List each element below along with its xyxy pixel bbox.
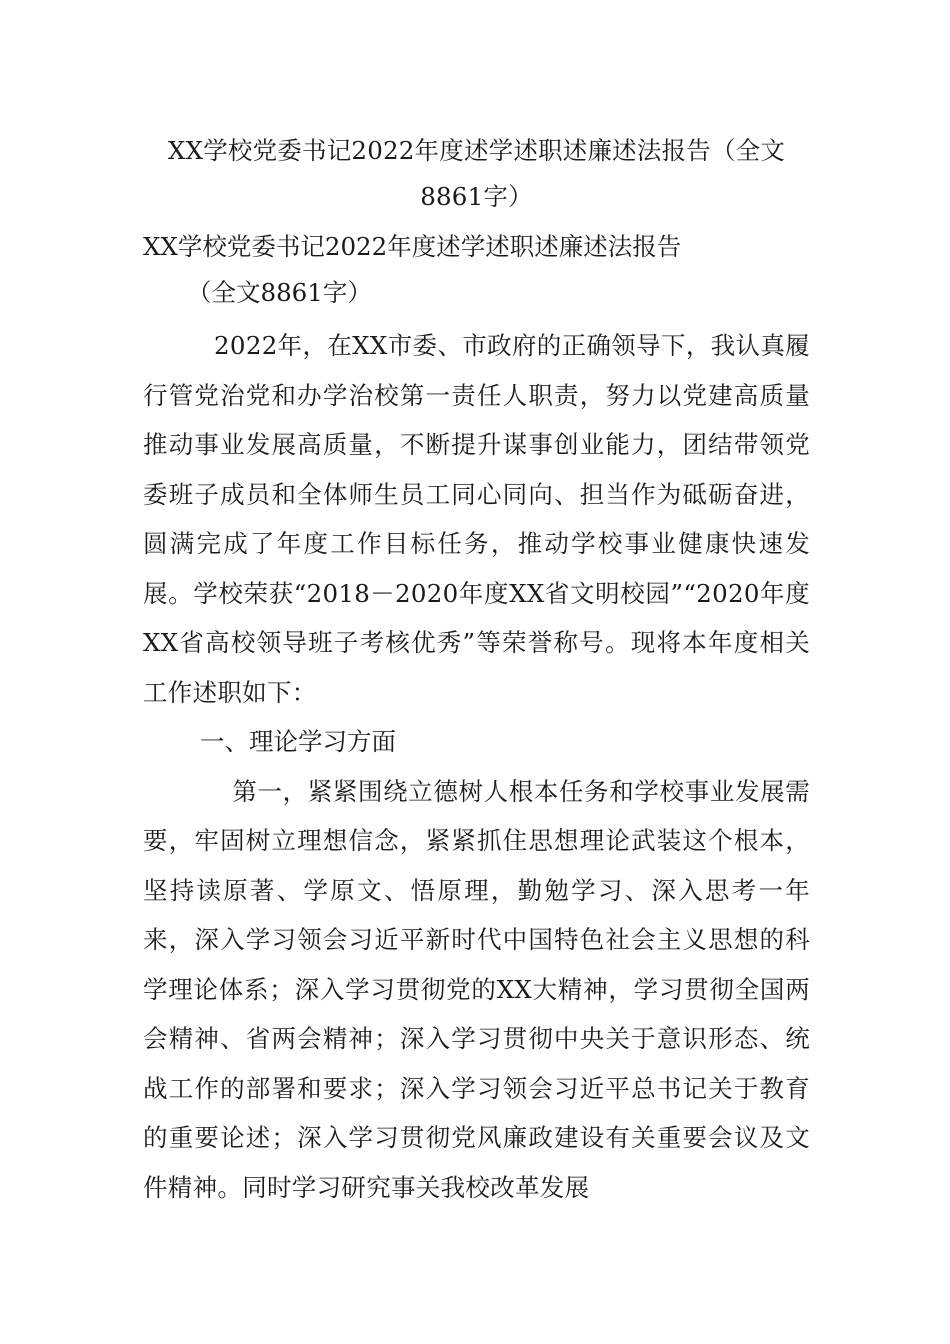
section-heading-theory-study: 一、理论学习方面	[200, 727, 396, 756]
intro-paragraph: 2022年，在XX市委、市政府的正确领导下，我认真履行管党治党和办学治校第一责任人职责，努力以党建高质量推动事业发展高质量，不断提升谋事创业能力，团结带领党委班子成员和全体师生员工同心同向、担当作为砥砺奋进，圆满完成了年度工作目标任务，推动学校事业健康快速发展。学校荣获“2018－2020年度XX省文明校园”“2020年度XX省高校领导班子考核优秀”等荣誉称号。现将本年度相关工作述职如下：	[143, 331, 810, 707]
document-title: XX学校党委书记2022年度述学述职述廉述法报告（全文8861字）	[167, 136, 786, 211]
word-count-note: （全文8861字）	[187, 278, 372, 307]
document-subtitle: XX学校党委书记2022年度述学述职述廉述法报告	[143, 232, 682, 261]
section-paragraph-first-point: 第一，紧紧围绕立德树人根本任务和学校事业发展需要，牢固树立理想信念，紧紧抓住思想理论武装这个根本，坚持读原著、学原文、悟原理，勤勉学习、深入思考一年来，深入学习领会习近平新时代中国特色社会主义思想的科学理论体系；深入学习贯彻党的XX大精神，学习贯彻全国两会精神、省两会精神；深入学习贯彻中央关于意识形态、统战工作的部署和要求；深入学习领会习近平总书记关于教育的重要论述；深入学习贯彻党风廉政建设有关重要会议及文件精神。同时学习研究事关我校改革发展	[143, 776, 810, 1202]
